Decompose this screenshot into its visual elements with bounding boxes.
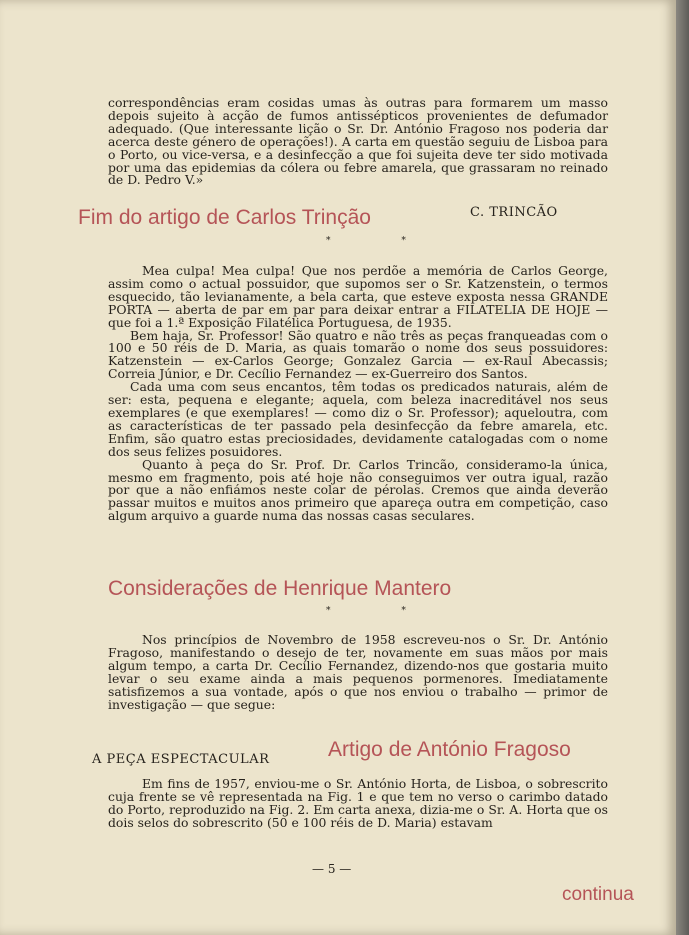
overlay-continua: continua	[562, 884, 634, 905]
paragraph-final: Em fins de 1957, enviou-me o Sr. António Horta, de Lisboa, o sobrescrito cuja frente se vê representada na Fig. 1 e que tem no verso o carimbo datado do Porto, reproduzido na Fig. 2. Em carta anexa, dizia-me o Sr. A. Horta que os dois selos do sobrescrito (50 e 100 réis de D. Maria) estavam	[108, 776, 608, 830]
paragraph-bem-haja: Bem haja, Sr. Professor! São quatro e não três as peças franqueadas com o 100 e 50 réis de D. Maria, as quais tomarão o nome dos seus possuidores: Katzenstein — ex-Carlos George; Gonzalez Garcia — ex-Raul Abecassis; Correia Júnior, e Dr. Cecílio Fernandez — ex-Guerreiro dos Santos.	[108, 327, 608, 382]
november-paragraph-block	[108, 634, 608, 711]
paragraph-november: Nos princípios de Novembro de 1958 escreveu-nos o Sr. Dr. António Fragoso, manifestando o desejo de ter, novamente em suas mãos por mais algum tempo, a carta Dr. Cecílio Fernandez, dizendo-nos que gostaria muito levar o seu exame ainda a mais pequenos pormenores. Imediatamente satisfizemos a sua vontade, após o que nos enviou o trabalho — primor de investigação — que segue:	[108, 632, 608, 712]
intro-paragraph: correspondências eram cosidas umas às outras para formarem um masso depois sujeito à acção de fumos antissépticos provenientes de defumador adequado. (Que interessante lição o Sr. Dr. António Fragoso nos poderia dar acerca deste género de operações!). A carta em questão seguiu de Lisboa para o Porto, ou vice-versa, e a desinfecção a que foi sujeita deve ter sido motivada por uma das epidemias da cólera ou febre amarela, que grassaram no reinado de D. Pedro V.»	[108, 95, 608, 188]
paragraph-quanto: Quanto à peça do Sr. Prof. Dr. Carlos Trincão, consideramo-la única, mesmo em fragmento, pois até hoje não conseguimos ver outra igual, razão por que a não enfiámos neste colar de pérolas. Cremos que ainda deverão passar muitos e muitos anos primeiro que apareça outra em competição, caso algum arquivo a guarde numa das nossas casas seculares.	[108, 456, 608, 524]
intro-paragraph-block	[108, 97, 608, 187]
separator-stars: * *	[326, 236, 440, 246]
overlay-annotation-fragoso: Artigo de António Fragoso	[328, 738, 571, 761]
paragraph-cada-uma: Cada uma com seus encantos, têm todas os predicados naturais, além de ser: esta, pequena e elegante; aquela, com beleza inacreditável nos seus exemplares (e que exemplares! — como diz o Sr. Professor); aqueloutra, com as características de ter passado pela desinfecção da febre amarela, etc. Enfim, são quatro estas preciosidades, devidamente catalogadas com o nome dos seus felizes posuidores.	[108, 379, 608, 459]
page-edge-shadow	[676, 0, 689, 935]
middle-paragraphs-block	[108, 265, 608, 523]
separator-stars-2: * *	[326, 606, 440, 616]
final-paragraph-block	[108, 778, 608, 830]
paragraph-mea-culpa: Mea culpa! Mea culpa! Que nos perdõe a memória de Carlos George, assim como o actual possuidor, que supomos ser o Sr. Katzenstein, o termos esquecido, tão levianamente, a bela carta, que esteve exposta nessa GRANDE PORTA — aberta de par em par para deixar entrar a FILATELIA DE HOJE — que foi a 1.ª Exposição Filatélica Portuguesa, de 1935.	[108, 263, 608, 330]
overlay-annotation-end-article: Fim do artigo de Carlos Trinção	[78, 206, 371, 229]
author-signature: C. TRINCÃO	[470, 205, 558, 220]
page-number: — 5 —	[312, 862, 352, 876]
overlay-annotation-consideracoes: Considerações de Henrique Mantero	[108, 577, 452, 600]
section-heading: A PEÇA ESPECTACULAR	[92, 752, 270, 767]
